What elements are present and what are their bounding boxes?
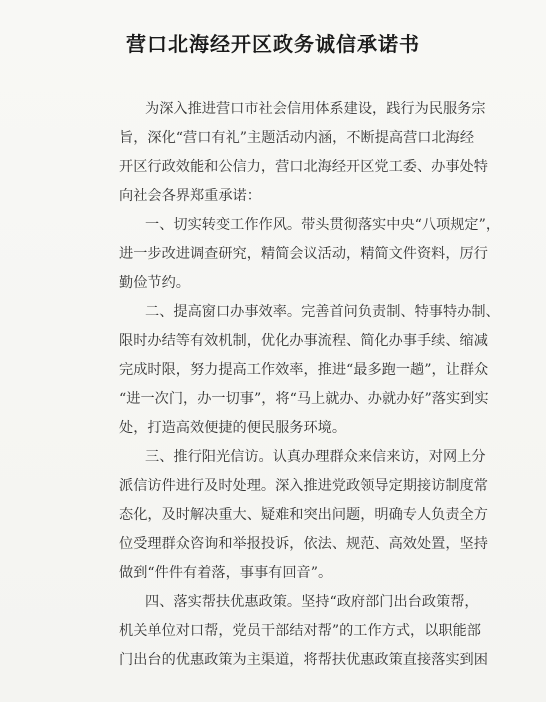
paragraph-line: 限时办结等有效机制，优化办事流程、简化办事手续、缩减 bbox=[119, 333, 488, 349]
paragraph-line: 态化，及时解决重大、疑难和突出问题，明确专人负责全方 bbox=[119, 507, 488, 523]
paragraph-line: “进一次门，办一切事”，将“马上就办、办就办好”落实到实 bbox=[119, 391, 489, 407]
paragraph-line: 开区行政效能和公信力，营口北海经开区党工委、办事处特 bbox=[119, 159, 488, 175]
paragraph-line: 向社会各界郑重承诺： bbox=[119, 188, 261, 204]
paragraph-line: 勤俭节约。 bbox=[119, 275, 190, 291]
paragraph-line: 四、落实帮扶优惠政策。坚持“政府部门出台政策帮， bbox=[145, 594, 479, 610]
paragraph-line: 派信访件进行及时处理。深入推进党政领导定期接访制度常 bbox=[119, 478, 488, 494]
paragraph-line: 二、提高窗口办事效率。完善首问负责制、特事特办制、 bbox=[145, 304, 500, 320]
paragraph-line: 三、推行阳光信访。认真办理群众来信来访，对网上分 bbox=[145, 449, 486, 465]
paragraph-line: 旨，深化“营口有礼”主题活动内涵，不断提高营口北海经 bbox=[119, 130, 475, 146]
paragraph-line: 一、切实转变工作作风。带头贯彻落实中央“八项规定”， bbox=[145, 217, 501, 233]
document-title: 营口北海经开区政务诚信承诺书 bbox=[126, 32, 420, 56]
paragraph-line: 做到“件件有着落，事事有回音”。 bbox=[119, 565, 333, 581]
paragraph-line: 完成时限，努力提高工作效率，推进“最多跑一趟”，让群众 bbox=[119, 362, 489, 378]
paragraph-line: 为深入推进营口市社会信用体系建设，践行为民服务宗 bbox=[145, 101, 486, 117]
paragraph-line: 位受理群众咨询和举报投诉，依法、规范、高效处置，坚持 bbox=[119, 536, 488, 552]
paragraph-line: 处，打造高效便捷的便民服务环境。 bbox=[119, 420, 347, 436]
paragraph-line: 门出台的优惠政策为主渠道，将帮扶优惠政策直接落实到困 bbox=[119, 652, 488, 668]
paragraph-line: 机关单位对口帮，党员干部结对帮”的工作方式，以职能部 bbox=[119, 623, 481, 639]
paragraph-line: 进一步改进调查研究，精简会议活动，精简文件资料，厉行 bbox=[119, 246, 488, 262]
